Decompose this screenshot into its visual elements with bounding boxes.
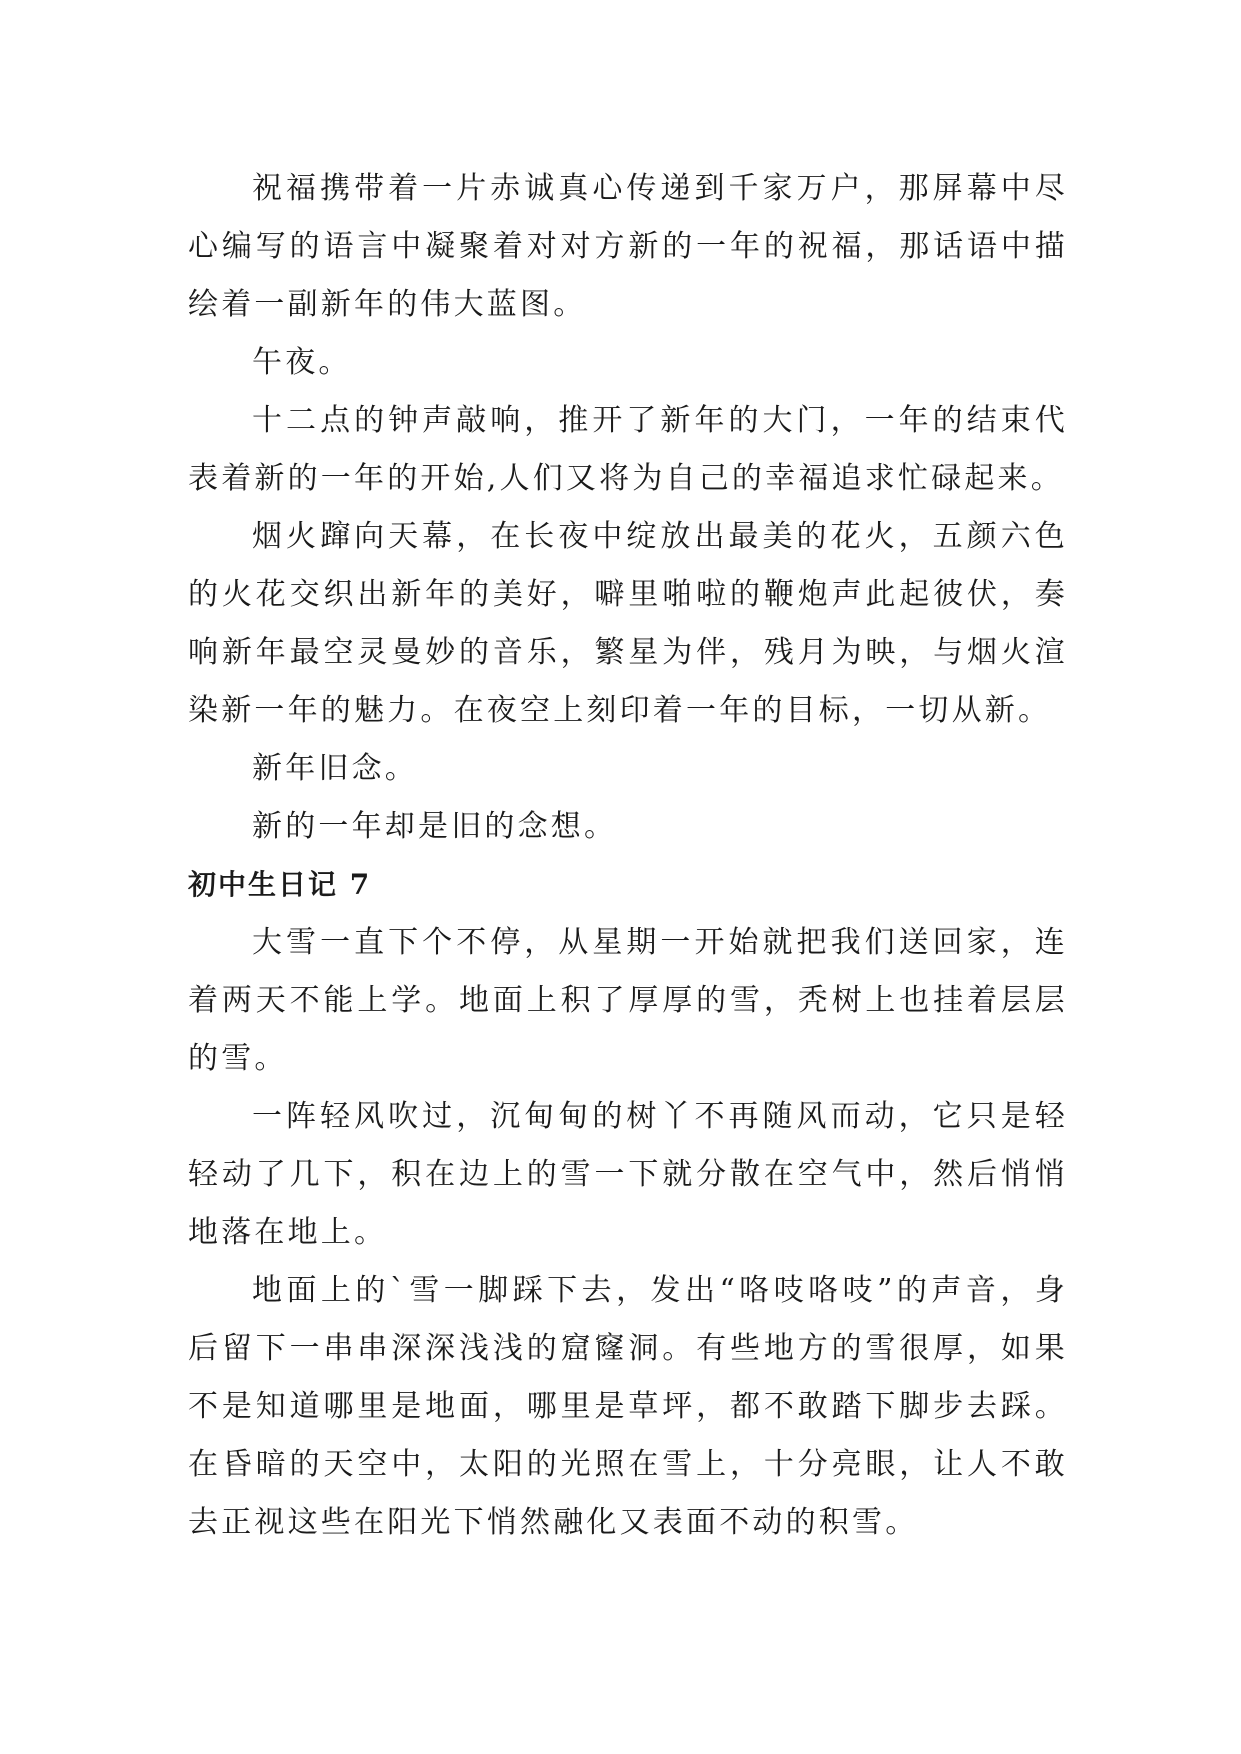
paragraph-footsteps: 地面上的`雪一脚踩下去，发出“咯吱咯吱”的声音，身后留下一串串深深浅浅的窟窿洞。有些地方的雪很厚，如果不是知道哪里是地面，哪里是草坪，都不敢踏下脚步去踩。在昏暗的天空中，太阳的光照在雪上，十分亮眼，让人不敢去正视这些在阳光下悄然融化又表面不动的积雪。 bbox=[188, 1273, 1068, 1540]
paragraph-old-wishes: 新的一年却是旧的念想。 bbox=[252, 809, 618, 844]
paragraph-bell: 十二点的钟声敲响，推开了新年的大门，一年的结束代表着新的一年的开始,人们又将为自己的幸福追求忙碌起来。 bbox=[188, 403, 1068, 496]
paragraph-breeze: 一阵轻风吹过，沉甸甸的树丫不再随风而动，它只是轻轻动了几下，积在边上的雪一下就分散在空气中，然后悄悄地落在地上。 bbox=[188, 1099, 1068, 1250]
paragraph-fireworks: 烟火蹿向天幕，在长夜中绽放出最美的花火，五颜六色的火花交织出新年的美好，噼里啪啦的鞭炮声此起彼伏，奏响新年最空灵曼妙的音乐，繁星为伴，残月为映，与烟火渲染新一年的魅力。在夜空上刻印着一年的目标，一切从新。 bbox=[188, 519, 1068, 728]
document-body bbox=[188, 160, 1068, 1552]
paragraph-new-year-old-thought: 新年旧念。 bbox=[252, 751, 418, 786]
paragraph-blessing: 祝福携带着一片赤诚真心传递到千家万户，那屏幕中尽心编写的语言中凝聚着对对方新的一年的祝福，那话语中描绘着一副新年的伟大蓝图。 bbox=[188, 171, 1068, 322]
paragraph-snow: 大雪一直下个不停，从星期一开始就把我们送回家，连着两天不能上学。地面上积了厚厚的雪，秃树上也挂着层层的雪。 bbox=[188, 925, 1068, 1076]
section-title: 初中生日记 7 bbox=[188, 868, 372, 901]
paragraph-midnight: 午夜。 bbox=[252, 345, 352, 380]
